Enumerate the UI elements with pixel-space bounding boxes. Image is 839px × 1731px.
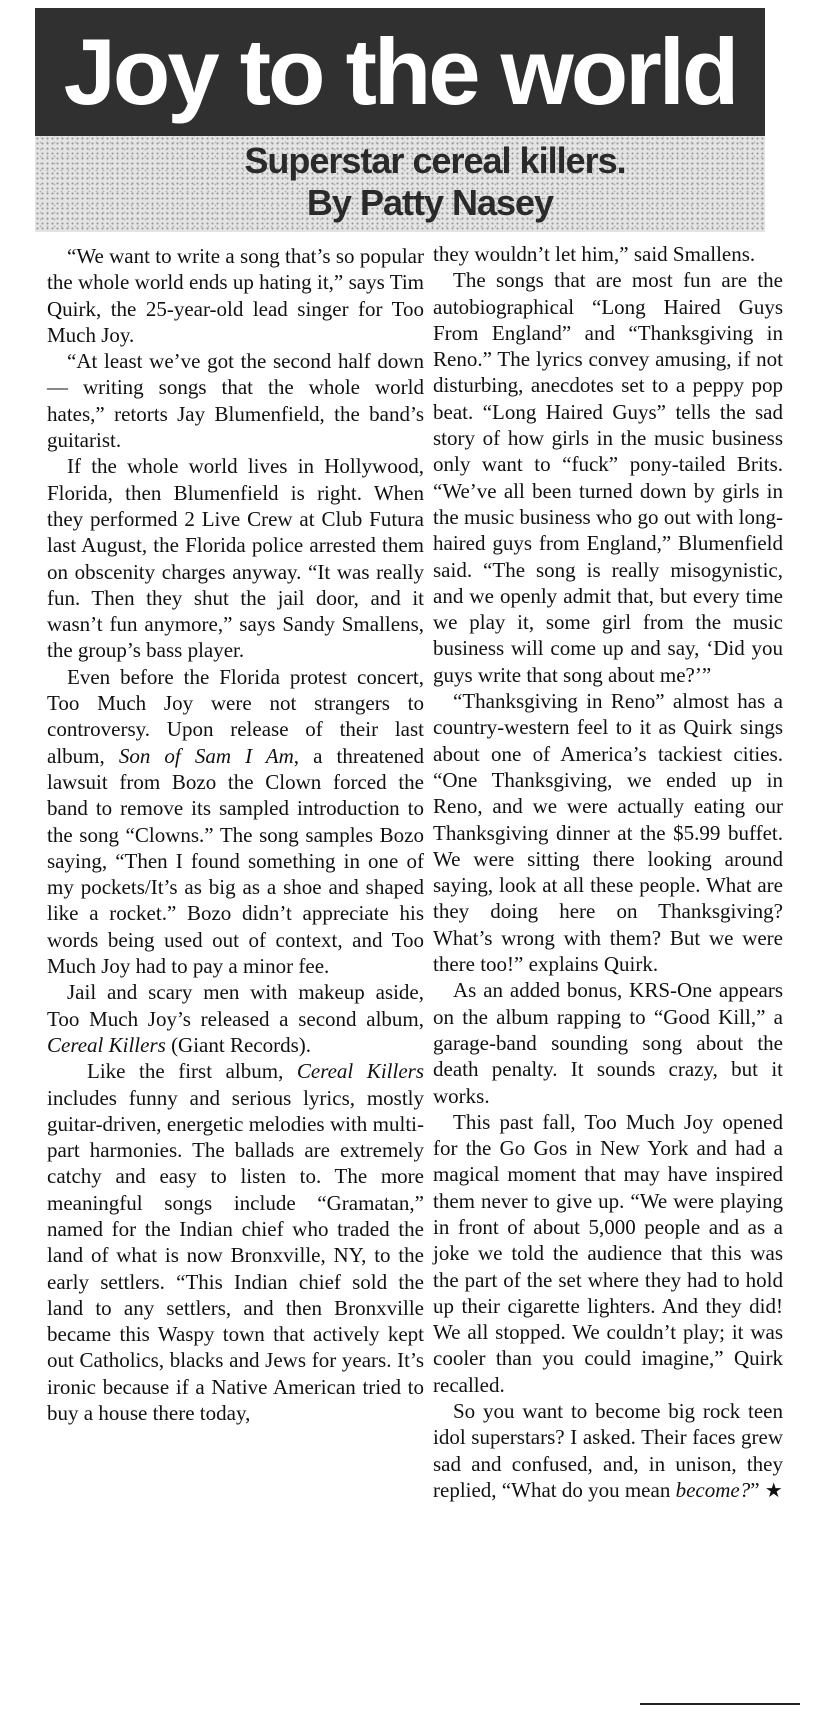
paragraph: “We want to write a song that’s so popular the whole world ends up hating it,” says Tim Quirk, the 25-year-old lead singer for Too Much Joy.: [47, 244, 424, 347]
paragraph: Jail and scary men with makeup aside, Too Much Joy’s released a second album, Cereal Killers (Giant Records).: [47, 980, 424, 1057]
paragraph: Like the first album, Cereal Killers includes funny and serious lyrics, mostly guitar-driven, energetic melodies with multi-part harmonies. The ballads are extremely catchy and easy to listen to. The more meaningful songs include “Gramatan,” named for the Indian chief who traded the land of what is now Bronxville, NY, to the early settlers. “This Indian chief sold the land to any settlers, and then Bronxville became this Waspy town that actively kept out Catholics, blacks and Jews for years. It’s ironic because if a Native American tried to buy a house there today,: [47, 1059, 424, 1426]
article-headline: Joy to the world: [63, 19, 737, 124]
article-subtitle: Superstar cereal killers.: [244, 140, 626, 181]
paragraph: “Thanksgiving in Reno” almost has a country-western feel to it as Quirk sings about one of America’s tackiest cities. “One Thanksgiving, we ended up in Reno, and we were actually eating our Thanksgiving dinner at the $5.99 buffet. We were sitting there looking around saying, look at all these people. What are they doing here on Thanksgiving? What’s wrong with them? But we were there too!” explains Quirk.: [433, 689, 783, 977]
bottom-rule: [640, 1703, 800, 1705]
paragraph: As an added bonus, KRS-One appears on the album rapping to “Good Kill,” a garage-band sounding song about the death penalty. It sounds crazy, but it works.: [433, 978, 783, 1108]
right-column: [433, 241, 783, 1504]
paragraph: If the whole world lives in Hollywood, Florida, then Blumenfield is right. When they performed 2 Live Crew at Club Futura last August, the Florida police arrested them on obscenity charges anyway. “It was really fun. Then they shut the jail door, and it wasn’t fun anymore,” says Sandy Smallens, the group’s bass player.: [47, 454, 424, 663]
paragraph: The songs that are most fun are the autobiographical “Long Haired Guys From England” and “Thanksgiving in Reno.” The lyrics convey amusing, if not disturbing, anecdotes set to a peppy pop beat. “Long Haired Guys” tells the sad story of how girls in the music business only want to “fuck” pony-tailed Brits. “We’ve all been turned down by girls in the music business who go out with long-haired guys from England,” Blumenfield said. “The song is really misogynistic, and we openly admit that, but every time we play it, some girl from the music business will come up and say, ‘Did you guys write that song about me?’”: [433, 268, 783, 687]
subhead-band: [35, 136, 765, 232]
paragraph: “At least we’ve got the second half down — writing songs that the whole world hates,” retorts Jay Blumenfield, the band’s guitarist.: [47, 349, 424, 453]
article-byline: By Patty Nasey: [306, 182, 554, 223]
paragraph: This past fall, Too Much Joy opened for the Go Gos in New York and had a magical moment that may have inspired them never to give up. “We were playing in front of about 5,000 people and as a joke we told the audience that this was the part of the set where they had to hold up their cigarette lighters. And they did! We all stopped. We couldn’t play; it was cooler than you could imagine,” Quirk recalled.: [433, 1109, 783, 1397]
paragraph: they wouldn’t let him,” said Smallens.: [433, 242, 756, 266]
headline-banner: [35, 8, 765, 136]
closing-paragraph-text: So you want to become big rock teen idol superstars? I asked. Their faces grew sad and confused, and, in unison, they replied, “What do you mean become?”: [433, 1399, 783, 1502]
left-column: [47, 243, 424, 1426]
paragraph: [433, 1398, 783, 1504]
paragraph: Even before the Florida protest concert, Too Much Joy were not strangers to controversy. Upon release of their last album, Son of Sam I Am, a threatened lawsuit from Bozo the Clown forced the band to remove its sampled introduction to the song “Clowns.” The song samples Bozo saying, “Then I found something in one of my pockets/It’s as big as a shoe and shaped like a rocket.” Bozo didn’t appreciate his words being used out of context, and Too Much Joy had to pay a minor fee.: [47, 664, 424, 979]
end-star-icon: ★: [764, 1479, 783, 1502]
